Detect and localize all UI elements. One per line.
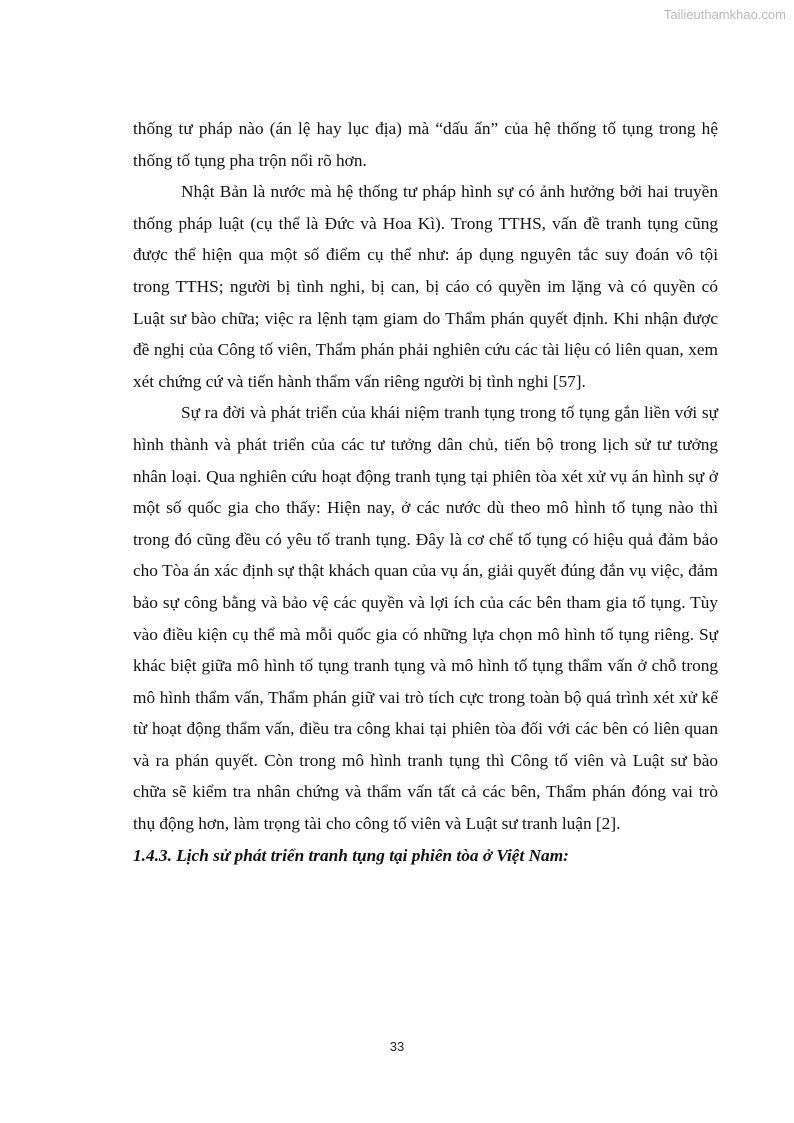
paragraph-adversarial-history: Sự ra đời và phát triển của khái niệm tranh tụng trong tố tụng gắn liền với sự hình thành và phát triển của các tư tưởng dân chủ, tiến bộ trong lịch sử tư tưởng nhân loại. Qua nghiên cứu hoạt động tranh tụng tại phiên tòa xét xử vụ án hình sự ở một số quốc gia cho thấy: Hiện nay, ở các nước dù theo mô hình tố tụng nào thì trong đó cũng đều có yêu tố tranh tụng. Đây là cơ chế tố tụng có hiệu quả đảm bảo cho Tòa án xác định sự thật khách quan của vụ án, giải quyết đúng đắn vụ việc, đảm bảo sự công bằng và bảo vệ các quyền và lợi ích của các bên tham gia tố tụng. Tùy vào điều kiện cụ thể mà mỗi quốc gia có những lựa chọn mô hình tố tụng riêng. Sự khác biệt giữa mô hình tố tụng tranh tụng và mô hình tố tụng thẩm vấn ở chỗ trong mô hình thẩm vấn, Thẩm phán giữ vai trò tích cực trong toàn bộ quá trình xét xử kể từ hoạt động thẩm vấn, điều tra công khai tại phiên tòa đối với các bên có liên quan và ra phán quyết. Còn trong mô hình tranh tụng thì Công tố viên và Luật sư bào chữa sẽ kiểm tra nhân chứng và thẩm vấn tất cả các bên, Thẩm phán đóng vai trò thụ động hơn, làm trọng tài cho công tố viên và Luật sư tranh luận [2]. bbox=[133, 403, 718, 834]
page-number: 33 bbox=[389, 1039, 405, 1054]
paragraph-continuation: thống tư pháp nào (án lệ hay lục địa) mà “dấu ấn” của hệ thống tố tụng trong hệ thống tố tụng pha trộn nổi rõ hơn. bbox=[133, 119, 718, 170]
watermark: Tailieuthamkhao.com bbox=[663, 7, 786, 22]
paragraph-japan: Nhật Bản là nước mà hệ thống tư pháp hình sự có ảnh hưởng bởi hai truyền thống pháp luật (cụ thể là Đức và Hoa Kì). Trong TTHS, vấn đề tranh tụng cũng được thể hiện qua một số điểm cụ thể như: áp dụng nguyên tắc suy đoán vô tội trong TTHS; người bị tình nghi, bị can, bị cáo có quyền im lặng và có quyền có Luật sư bào chữa; việc ra lệnh tạm giam do Thẩm phán quyết định. Khi nhận được đề nghị của Công tố viên, Thẩm phán phải nghiên cứu các tài liệu có liên quan, xem xét chứng cứ và tiến hành thẩm vấn riêng người bị tình nghi [57]. bbox=[133, 182, 718, 391]
section-heading: 1.4.3. Lịch sử phát triển tranh tụng tại phiên tòa ở Việt Nam: bbox=[133, 845, 569, 865]
document-body bbox=[133, 113, 718, 871]
